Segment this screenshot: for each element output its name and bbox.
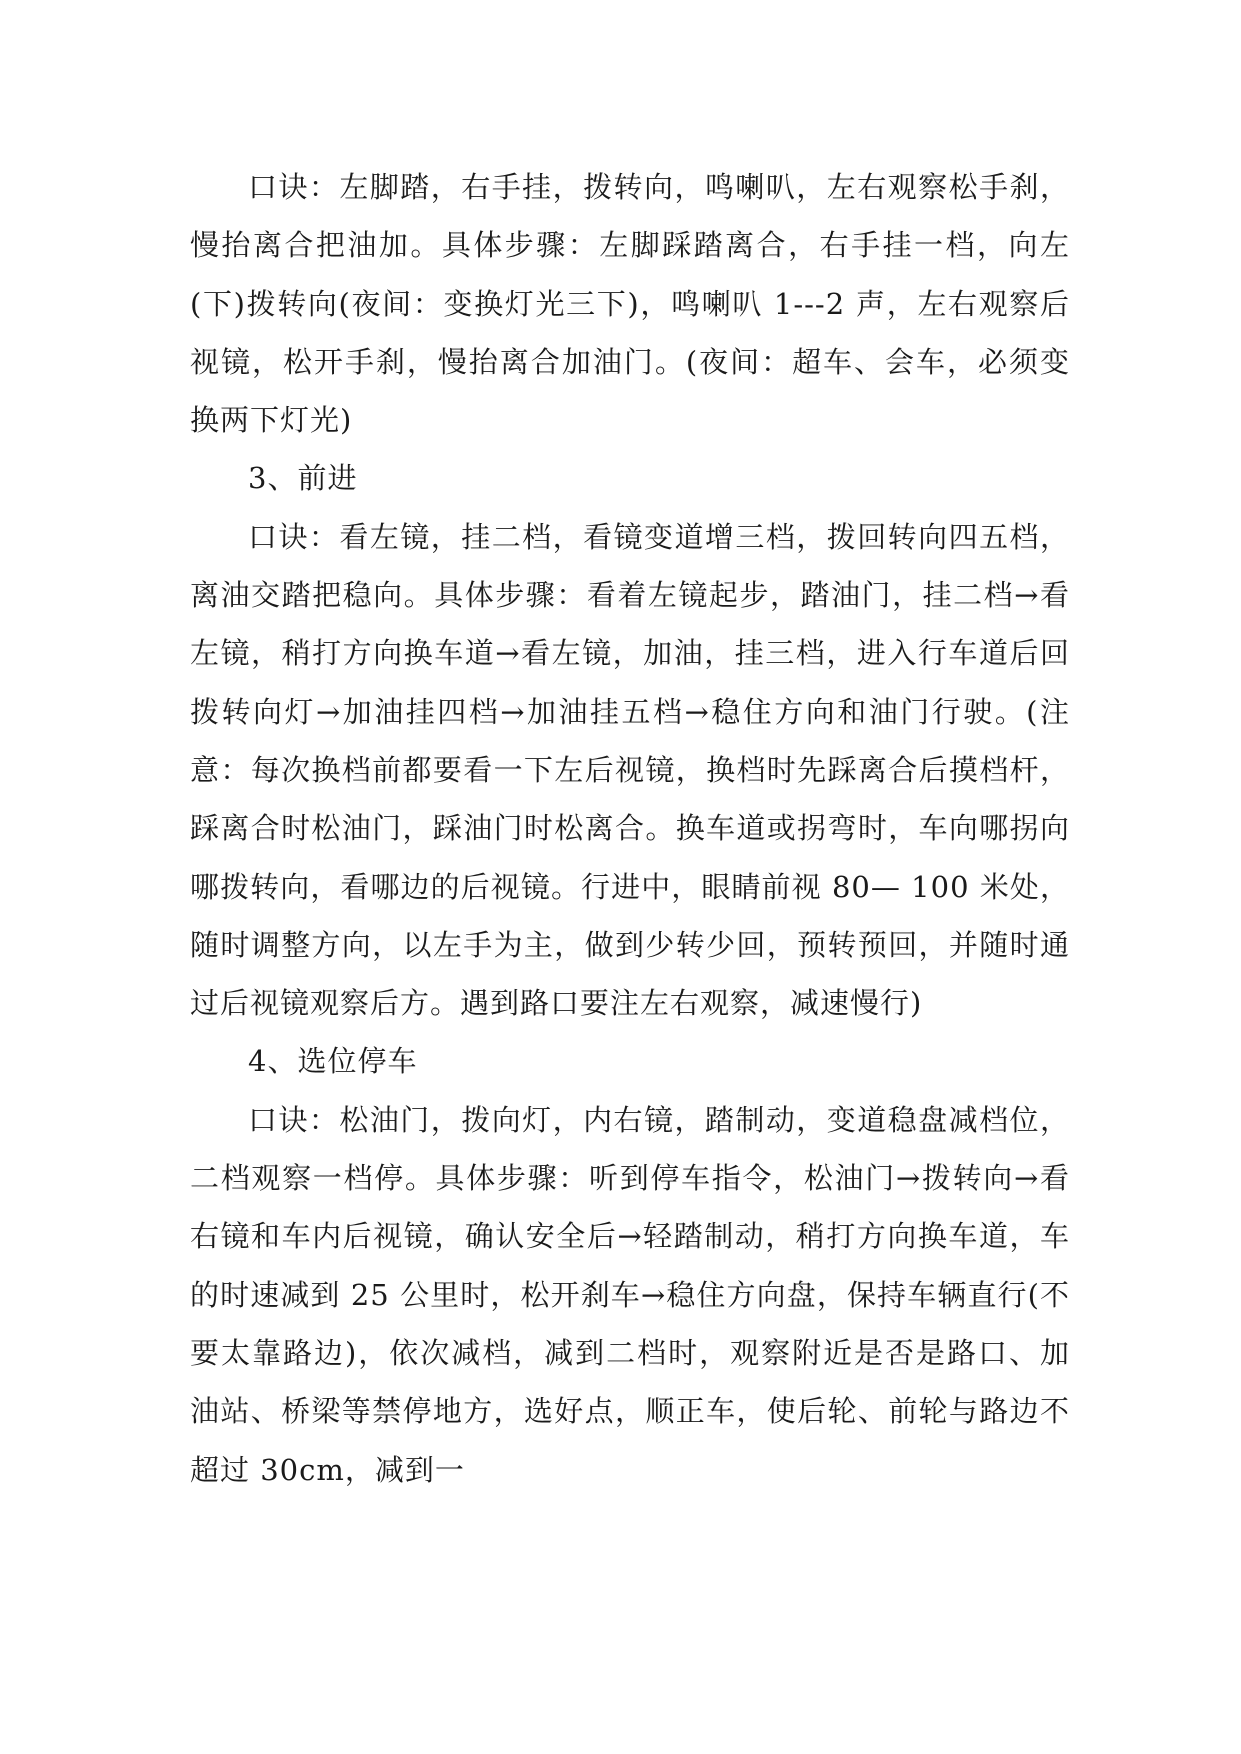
paragraph-forward-procedure: 口诀：看左镜，挂二档，看镜变道增三档，拨回转向四五档，离油交踏把稳向。具体步骤：看着左镜起步，踏油门，挂二档→看左镜，稍打方向换车道→看左镜，加油，挂三档，进入行车道后回拨转向灯→加油挂四档→加油挂五档→稳住方向和油门行驶。(注意：每次换档前都要看一下左后视镜，换档时先踩离合后摸档杆，踩离合时松油门，踩油门时松离合。换车道或拐弯时，车向哪拐向哪拨转向，看哪边的后视镜。行进中，眼睛前视 80— 100 米处，随时调整方向，以左手为主，做到少转少回，预转预回，并随时通过后视镜观察后方。遇到路口要注左右观察，减速慢行) xyxy=(190,519,1070,1021)
document-body xyxy=(190,158,1070,1499)
section-heading-forward: 3、前进 xyxy=(248,461,358,496)
paragraph-start-procedure: 口诀：左脚踏，右手挂，拨转向，鸣喇叭，左右观察松手刹，慢抬离合把油加。具体步骤：左脚踩踏离合，右手挂一档，向左(下)拨转向(夜间：变换灯光三下)，鸣喇叭 1---2 声，左右观察后视镜，松开手刹，慢抬离合加油门。(夜间：超车、会车，必须变换两下灯光) xyxy=(190,170,1070,438)
section-heading-parking: 4、选位停车 xyxy=(248,1044,418,1079)
paragraph-parking-procedure: 口诀：松油门，拨向灯，内右镜，踏制动，变道稳盘减档位，二档观察一档停。具体步骤：听到停车指令，松油门→拨转向→看右镜和车内后视镜，确认安全后→轻踏制动，稍打方向换车道，车的时速减到 25 公里时，松开刹车→稳住方向盘，保持车辆直行(不要太靠路边)，依次减档，减到二档时，观察附近是否是路口、加油站、桥梁等禁停地方，选好点，顺正车，使后轮、前轮与路边不超过 30cm，减到一 xyxy=(190,1102,1070,1487)
